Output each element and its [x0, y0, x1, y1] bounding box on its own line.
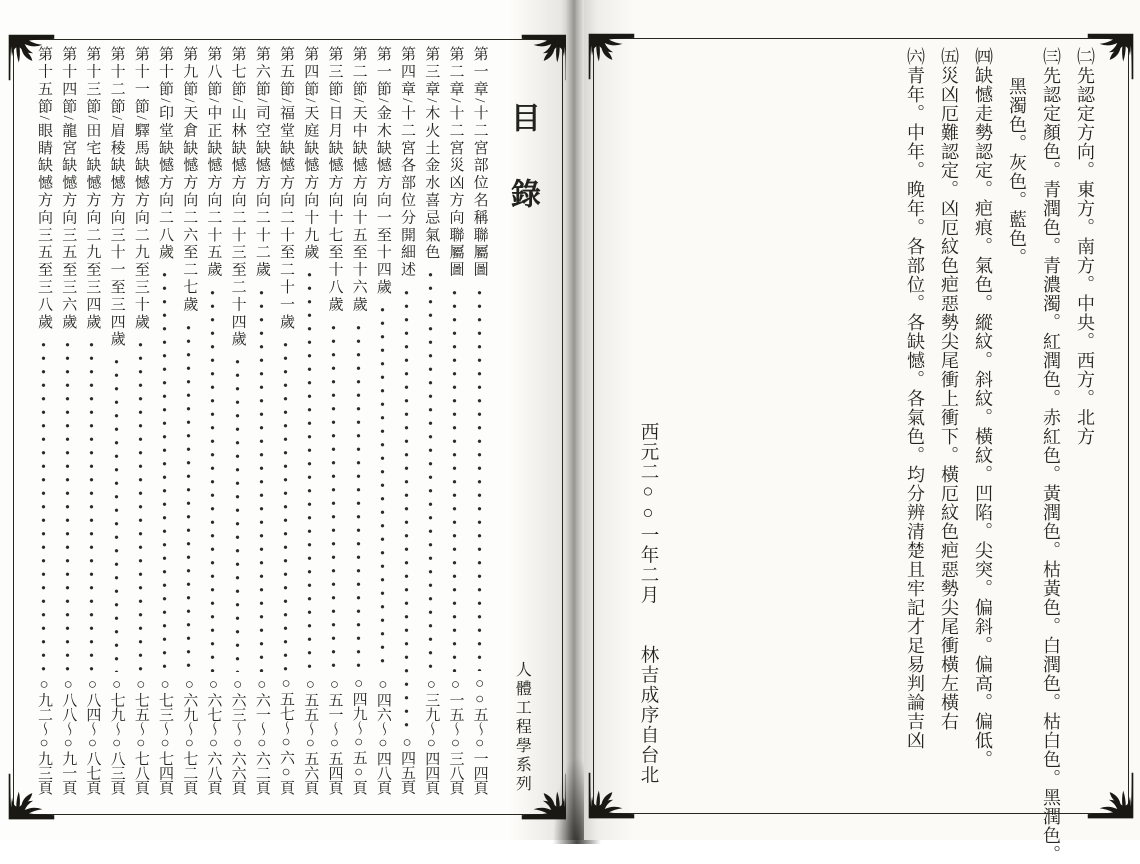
toc-page-range: ○六三〜○六六頁: [229, 677, 246, 794]
toc-entry-label: 第八節/中正缺憾方向二十五歲: [204, 46, 221, 279]
toc-entry-label: 第十二節/眉稜缺憾方向三十一至三四歲: [108, 46, 125, 348]
corner-flourish-icon: [1081, 766, 1135, 820]
dot-leader: [253, 286, 270, 672]
preface-column: ㈥青年。中年。晚年。各部位。各缺憾。各氣色。均分辨清楚且牢記才足易判論吉凶: [905, 47, 925, 797]
page-title: 目錄: [505, 102, 539, 254]
toc-entry: [204, 46, 221, 794]
toc-entry-label: 第十節/印堂缺憾方向二八歲: [156, 46, 173, 261]
dot-leader: [204, 286, 221, 672]
toc-entry: [229, 46, 246, 794]
book-gutter: [566, 0, 584, 840]
toc-page-frame: [13, 39, 563, 815]
toc-page-range: ○一五〜○三八頁: [446, 677, 463, 794]
dot-leader: [180, 321, 197, 672]
preface-text: [744, 47, 1095, 797]
toc-entry-label: 第一節/金木缺憾方向一至十四歲: [374, 46, 391, 296]
toc-page-range: ○三九〜○四四頁: [422, 677, 439, 794]
dot-leader: [325, 321, 342, 672]
toc-page-range: ○四九〜○五○頁: [350, 676, 367, 794]
toc-page-range: ○九二〜○九三頁: [35, 677, 52, 794]
toc-entry-label: 第九節/天倉缺憾方向二六至二七歲: [180, 46, 197, 314]
toc-entry-label: 第五節/福堂缺憾方向二十至二十一歲: [277, 46, 294, 331]
dot-leader: [59, 338, 76, 672]
corner-flourish-icon: [515, 33, 569, 87]
toc-entry: [446, 46, 463, 794]
dot-leader: [229, 355, 246, 671]
toc-page-range: ○七五〜○七八頁: [132, 677, 149, 794]
preface-column: 黑濁色。灰色。藍色。: [1007, 47, 1027, 797]
toc-entry-label: 第二節/天中缺憾方向十五至十六歲: [350, 46, 367, 314]
preface-page: [584, 0, 1140, 840]
toc-entry-label: 第四節/天庭缺憾方向十九歲: [301, 46, 318, 261]
series-label: 人體工程學系列: [513, 661, 530, 794]
toc-entry: [325, 46, 342, 794]
toc-entry-label: 第六節/司空缺憾方向二十二歲: [253, 46, 270, 279]
toc-entry-label: 第二章/十二宮災凶方向聯屬圖: [446, 46, 463, 279]
toc-entry-label: 第十三節/田宅缺憾方向二九至三四歲: [83, 46, 100, 331]
toc-entry: [374, 46, 391, 794]
toc-page-range: ○六七〜○六八頁: [204, 677, 221, 794]
toc-entry: [471, 46, 488, 794]
toc-page: [0, 0, 566, 840]
corner-flourish-icon: [7, 33, 61, 87]
toc-entry: [180, 46, 197, 794]
toc-entry-label: 第十五節/眼睛缺憾方向三五至三八歲: [35, 46, 52, 331]
toc-entry: [35, 46, 52, 794]
toc-entry-label: 第七節/山林缺憾方向二十三至二十四歲: [229, 46, 246, 348]
toc-entry: [83, 46, 100, 794]
dot-leader: [374, 303, 391, 672]
toc-entry-label: 第三章/木火土金水喜忌氣色: [422, 46, 439, 261]
corner-flourish-icon: [587, 766, 641, 820]
toc-entry-label: 第十一節/驛馬缺憾方向二九至三十歲: [132, 46, 149, 331]
toc-entry: [108, 46, 125, 794]
toc-entry: [422, 46, 439, 794]
toc-entry-label: 第四章/十二宮各部位分開細述: [398, 46, 415, 279]
toc-page-range: ○八八〜○九一頁: [59, 677, 76, 794]
toc-page-range: ○七九〜○八三頁: [108, 677, 125, 794]
toc-page-range: ○四六〜○四八頁: [374, 677, 391, 794]
dot-leader: [398, 286, 415, 731]
preface-column: ㈢先認定顏色。青潤色。青濃濁。紅潤色。赤紅色。黃潤色。枯黃色。白潤色。枯白色。黑潤色。: [1041, 47, 1061, 797]
preface-column: ㈤災凶厄難認定。凶厄紋色疤惡勢尖尾衝上衝下。橫厄紋色疤惡勢尖尾衝橫左橫右: [939, 47, 959, 797]
toc-entry: [350, 46, 367, 794]
toc-entry: [301, 46, 318, 794]
toc-page-range: ○○五〜○一四頁: [471, 676, 488, 794]
dot-leader: [301, 268, 318, 671]
toc-entry-label: 第十四節/龍宮缺憾方向三五至三六歲: [59, 46, 76, 331]
toc-entry: [156, 46, 173, 794]
dot-leader: [132, 338, 149, 672]
toc-entry-label: 第三節/日月缺憾方向十七至十八歲: [325, 46, 342, 314]
dot-leader: [471, 286, 488, 671]
toc-page-range: ○八四〜○八七頁: [83, 677, 100, 794]
dot-leader: [156, 268, 173, 671]
signature-line: 西元二○○一年二月 林吉成序自台北: [638, 422, 658, 785]
dot-leader: [446, 286, 463, 672]
corner-flourish-icon: [587, 32, 641, 86]
toc-page-range: ○五七〜○六○頁: [277, 676, 294, 794]
table-of-contents: [35, 46, 539, 794]
toc-entry: [277, 46, 294, 794]
toc-entry: [59, 46, 76, 794]
preface-page-frame: [593, 38, 1129, 814]
toc-page-range: ○五五〜○五六頁: [301, 677, 318, 794]
dot-leader: [350, 321, 367, 671]
corner-flourish-icon: [1081, 32, 1135, 86]
title-column: [505, 46, 539, 794]
toc-entry-label: 第一章/十二宮部位名稱聯屬圖: [471, 46, 488, 279]
toc-entry: [132, 46, 149, 794]
dot-leader: [108, 355, 125, 671]
preface-column: ㈣缺憾走勢認定。疤痕。氣色。縱紋。斜紋。橫紋。凹陷。尖突。偏斜。偏高。偏低。: [973, 47, 993, 797]
dot-leader: [35, 338, 52, 672]
dot-leader: [277, 338, 294, 671]
toc-page-range: ○六一〜○六二頁: [253, 677, 270, 794]
toc-page-range: ○六九〜○七二頁: [180, 677, 197, 794]
dot-leader: [422, 268, 439, 671]
dot-leader: [83, 338, 100, 672]
toc-page-range: ○四五頁: [398, 735, 415, 794]
corner-flourish-icon: [7, 767, 61, 821]
preface-column: ㈡先認定方向。東方。南方。中央。西方。北方: [1075, 47, 1095, 797]
toc-entry: [398, 46, 415, 794]
toc-entry: [253, 46, 270, 794]
toc-page-range: ○七三〜○七四頁: [156, 677, 173, 794]
toc-page-range: ○五一〜○五四頁: [325, 677, 342, 794]
